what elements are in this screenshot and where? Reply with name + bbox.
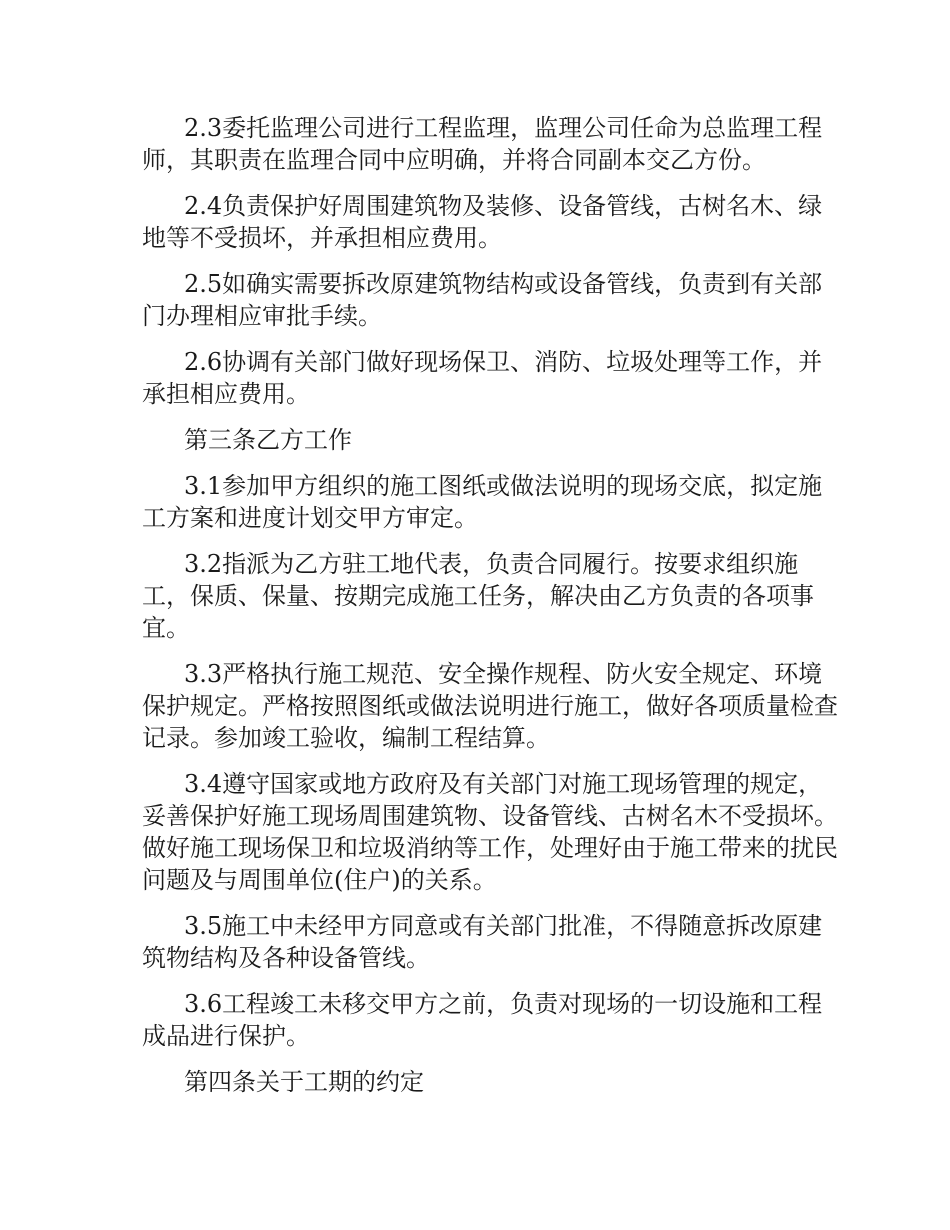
paragraph-3-4: 3.4遵守国家或地方政府及有关部门对施工现场管理的规定，妥善保护好施工现场周围建筑物、设备管线、古树名木不受损坏。做好施工现场保卫和垃圾消纳等工作，处理好由于施工带来的扰民问题及与周围单位(住户)的关系。 [142, 770, 838, 894]
paragraph-3-3: 3.3严格执行施工规范、安全操作规程、防火安全规定、环境保护规定。严格按照图纸或做法说明进行施工，做好各项质量检查记录。参加竣工验收，编制工程结算。 [142, 660, 838, 752]
paragraph-2-3: 2.3委托监理公司进行工程监理，监理公司任命为总监理工程师，其职责在监理合同中应明确，并将合同副本交乙方份。 [142, 114, 823, 174]
paragraph-2-5: 2.5如确实需要拆改原建筑物结构或设备管线，负责到有关部门办理相应审批手续。 [142, 270, 823, 330]
section-heading-article-4: 第四条关于工期的约定 [184, 1068, 424, 1096]
document-body [142, 112, 842, 1112]
paragraph-2-6: 2.6协调有关部门做好现场保卫、消防、垃圾处理等工作，并承担相应费用。 [142, 348, 823, 408]
paragraph-3-1: 3.1参加甲方组织的施工图纸或做法说明的现场交底，拟定施工方案和进度计划交甲方审定。 [142, 472, 823, 532]
section-heading-article-3: 第三条乙方工作 [184, 426, 352, 454]
paragraph-3-5: 3.5施工中未经甲方同意或有关部门批准，不得随意拆改原建筑物结构及各种设备管线。 [142, 912, 823, 972]
paragraph-3-2: 3.2指派为乙方驻工地代表，负责合同履行。按要求组织施工，保质、保量、按期完成施工任务，解决由乙方负责的各项事宜。 [142, 550, 814, 642]
paragraph-2-4: 2.4负责保护好周围建筑物及装修、设备管线，古树名木、绿地等不受损坏，并承担相应费用。 [142, 192, 823, 252]
paragraph-3-6: 3.6工程竣工未移交甲方之前，负责对现场的一切设施和工程成品进行保护。 [142, 990, 823, 1050]
